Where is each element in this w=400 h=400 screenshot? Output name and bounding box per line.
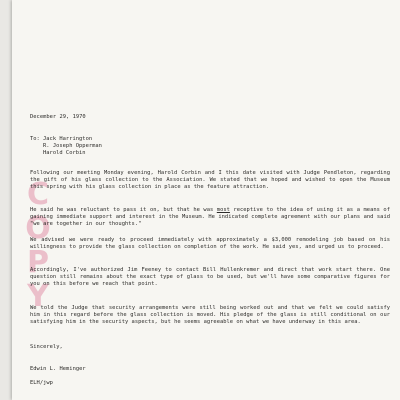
letter-page (12, 0, 400, 400)
copy-stamp: COPY (25, 177, 51, 314)
recipient-row (30, 136, 102, 143)
recipient-row (30, 150, 102, 157)
recipient-name: Harold Corbin (43, 150, 86, 157)
paragraph-meeting: Following our meeting Monday evening, Harold Corbin and I this date visited with Judge Pendleton, regarding the gift of his glass collection to the Association. We stated that we hoped and wished to open the Museum this spring with his glass collection in place as the feature attraction. (30, 170, 390, 191)
recipient-row (30, 143, 102, 150)
closing: Sincerely, (30, 344, 63, 350)
letter-date: December 29, 1970 (30, 114, 86, 120)
to-label: To: (30, 136, 40, 142)
signature: Edwin L. Heminger (30, 366, 86, 372)
paragraph-authorization: Accordingly, I've authorized Jim Feeney to contact Bill Hullenkremer and direct that work start there. One question still remains about the exact type of glass to be used, but we'll have some comparative figures for you on this before we reach that point. (30, 267, 390, 288)
recipient-name: R. Joseph Opperman (43, 143, 102, 150)
paragraph-remodeling: We advised we were ready to proceed immediately with approximately a $3,000 remodeling job based on his willingness to provide the glass collection on completion of the work. He said yes, and urged us to proceed. (30, 237, 390, 251)
paragraph-reluctance (30, 207, 390, 229)
underlined-word: most (216, 207, 230, 213)
paragraph-text: receptive to the idea of using it as a means of gaining immediate support and interest in the Museum. He indicated complete agreement with our plans and said "we are together in our thoughts." (30, 207, 390, 228)
recipient-block (30, 136, 102, 158)
reference-initials: ELH/jwp (30, 380, 53, 386)
recipient-name: Jack Harrington (43, 136, 93, 142)
paragraph-security: We told the Judge that security arrangements were still being worked out and that we felt we could satisfy him in this regard before the glass collection is moved. His pledge of the glass is still conditional on our satisfying him in the security aspects, but he seems agreeable on what we have underway in this area. (30, 305, 390, 326)
paragraph-text: He said he was reluctant to pass it on, but that he was (30, 207, 217, 213)
